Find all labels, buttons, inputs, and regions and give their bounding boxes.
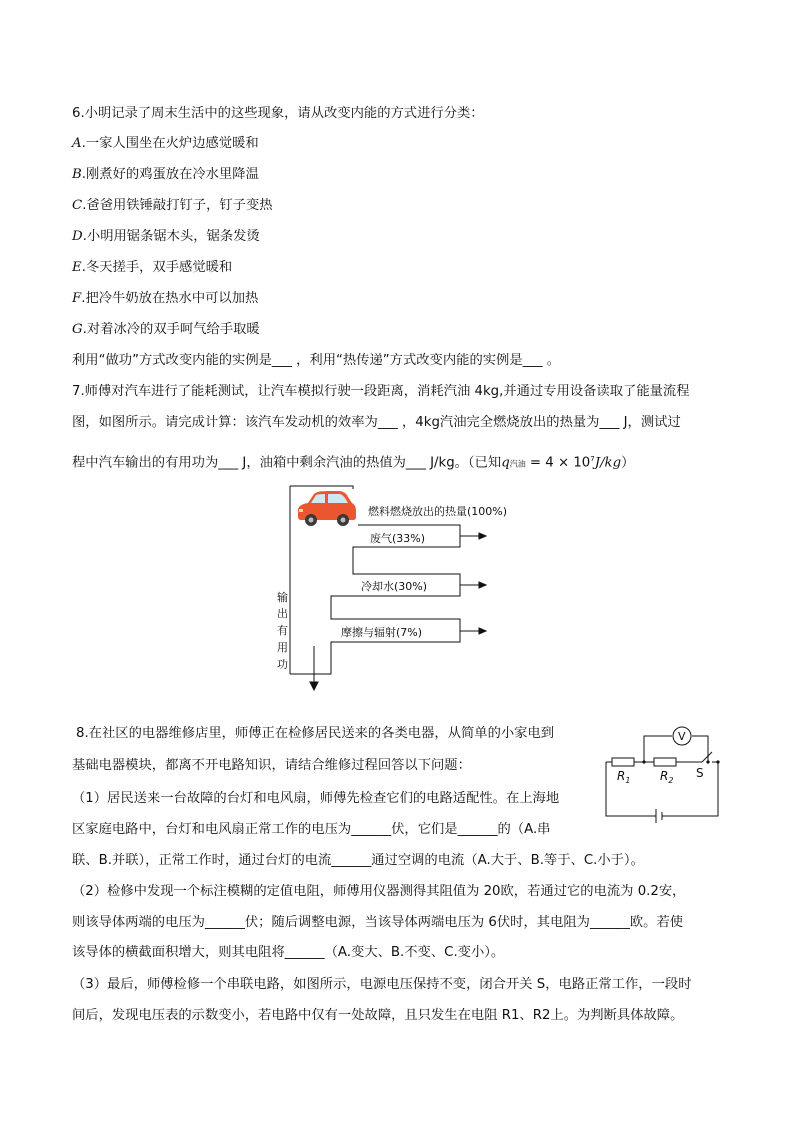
q6-option-f: F.把冷牛奶放在热水中可以加热 <box>72 291 259 306</box>
q6-option-d: D.小明用锯条锯木头，锯条发烫 <box>72 229 260 244</box>
q6-option-a: A.一家人围坐在火炉边感觉暖和 <box>72 136 259 151</box>
cooling-water-label: 冷却水(30%) <box>361 580 428 593</box>
q6-option-c: C.爸爸用铁锤敲打钉子，钉子变热 <box>72 198 273 213</box>
fuel-heat-label: 燃料燃烧放出的热量(100%) <box>368 505 508 518</box>
friction-radiation-label: 摩擦与辐射(7%) <box>341 626 423 639</box>
q6-option-e: E.冬天搓手，双手感觉暖和 <box>72 260 233 275</box>
circuit-diagram <box>598 722 728 824</box>
q8-intro-line2: 基础电器模块，都离不开电路知识，请结合维修过程回答以下问题： <box>72 758 471 773</box>
q8-part1-line1: （1）居民送来一台故障的台灯和电风扇，师傅先检查它们的电路适配性。在上海地 <box>72 791 560 806</box>
cooling-arrow-icon <box>479 582 486 588</box>
q6-option-g: G.对着冰冷的双手呵气给手取暖 <box>72 322 260 337</box>
svg-text:出: 出 <box>277 607 288 620</box>
q8-part1-line3: 联、B.并联），正常工作时，通过台灯的电流______通过空调的电流（A.大于、B.等于、C.小于）。 <box>72 853 644 868</box>
r1-label: $R_1$ <box>617 769 631 785</box>
q8-part3-line1: （3）最后，师傅检修一个串联电路，如图所示，电源电压保持不变，闭合开关 S，电路正常工作，一段时 <box>72 977 692 992</box>
svg-text:有: 有 <box>277 624 288 637</box>
friction-arrow-icon <box>479 628 486 634</box>
svg-text:功: 功 <box>277 658 288 671</box>
q8-intro-line1: 8.在社区的电器维修店里，师傅正在检修居民送来的各类电器，从简单的小家电到 <box>76 726 555 741</box>
exhaust-arrow-icon <box>479 533 486 539</box>
car-icon <box>294 489 358 527</box>
svg-text:输: 输 <box>277 591 288 604</box>
q7-line1: 7.师傅对汽车进行了能耗测试，让汽车模拟行驶一段距离，消耗汽油 4kg,并通过专用设备读取了能量流程 <box>72 384 690 399</box>
q8-part1-line2: 区家庭电路中，台灯和电风扇正常工作的电压为______伏，它们是______的（A.串 <box>72 822 551 837</box>
svg-text:用: 用 <box>277 641 288 654</box>
exhaust-label: 废气(33%) <box>370 532 426 545</box>
output-useful-work-label <box>277 590 288 671</box>
switch-label: S <box>696 766 704 780</box>
q7-line3: 程中汽车输出的有用功为___ J，油箱中剩余汽油的热值为___ J/kg。（已知q汽油 = $4 \times 10^7J/kg$） <box>72 455 635 471</box>
energy-flow-diagram <box>270 478 510 693</box>
resistor-r2 <box>654 758 676 766</box>
q8-part2-line2: 则该导体两端的电压为______伏；随后调整电源，当该导体两端电压为 6伏时，其电阻为______欧。若使 <box>72 915 684 930</box>
q6-option-b: B.刚煮好的鸡蛋放在冷水里降温 <box>72 167 259 182</box>
q8-part3-line2: 间后，发现电压表的示数变小，若电路中仅有一处故障，且只发生在电阻 R1、R2上。为判断具体故障。 <box>72 1008 684 1023</box>
voltmeter-label: V <box>678 730 686 743</box>
q6-stem: 6.小明记录了周末生活中的这些现象，请从改变内能的方式进行分类： <box>72 106 484 121</box>
q6-answer-line: 利用“做功”方式改变内能的实例是___ ，利用“热传递”方式改变内能的实例是___ 。 <box>72 353 561 368</box>
switch-s <box>702 752 712 762</box>
resistor-r1 <box>612 758 634 766</box>
q8-part2-line1: （2）检修中发现一个标注模糊的定值电阻，师傅用仪器测得其阻值为 20欧，若通过它的电流为 0.2安， <box>72 884 686 899</box>
r2-label: $R_2$ <box>660 769 674 785</box>
output-arrow-icon <box>310 682 318 690</box>
q7-line2: 图，如图所示。请完成计算：该汽车发动机的效率为___ ，4kg汽油完全燃烧放出的热量为___ J，测试过 <box>72 415 681 430</box>
q8-part2-line3: 该导体的横截面积增大，则其电阻将______（A.变大、B.不变、C.变小）。 <box>72 945 505 960</box>
